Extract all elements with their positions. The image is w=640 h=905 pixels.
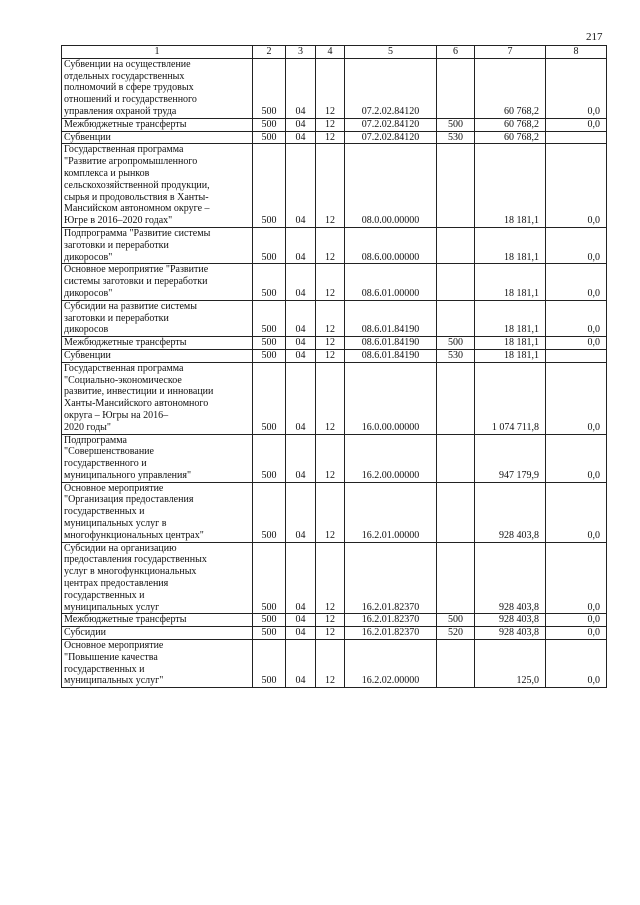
table-row [62, 349, 607, 362]
cell-expense-type [437, 434, 475, 482]
cell-amount: 60 768,2 [475, 131, 546, 144]
table-row [62, 337, 607, 350]
cell-name [62, 337, 253, 350]
cell-name-line: Подпрограмма [64, 434, 127, 446]
cell-name-line: дикоросов" [64, 251, 113, 263]
cell-admin-code: 500 [253, 627, 286, 640]
cell-name-line: управления охраной труда [64, 105, 177, 117]
budget-table [61, 45, 607, 688]
cell-name [62, 640, 253, 688]
cell-expense-type: 520 [437, 627, 475, 640]
cell-subsection: 12 [316, 144, 345, 228]
cell-name-line: Субвенции [64, 349, 111, 361]
cell-name-line: комплекса и рынков [64, 167, 150, 179]
cell-name-line: 2020 годы" [64, 421, 111, 433]
cell-name-line: государственных и [64, 589, 145, 601]
table-row [62, 264, 607, 300]
header-row [62, 46, 607, 59]
cell-target-article: 08.6.01.84190 [345, 349, 437, 362]
table-row [62, 131, 607, 144]
table-row [62, 434, 607, 482]
cell-name-line: муниципальных услуг" [64, 675, 164, 687]
table-body [62, 46, 607, 688]
cell-name-line: государственных и [64, 663, 145, 675]
cell-name-line: дикоросов" [64, 287, 113, 299]
cell-subsection: 12 [316, 58, 345, 118]
cell-name-line: отношений и государственного [64, 94, 197, 106]
cell-name-line: Югре в 2016–2020 годах" [64, 215, 173, 227]
cell-name-line: Субсидии на развитие системы [64, 300, 197, 312]
cell-section: 04 [286, 144, 316, 228]
cell-section: 04 [286, 627, 316, 640]
cell-admin-code: 500 [253, 614, 286, 627]
cell-name [62, 264, 253, 300]
cell-name-line: "Развитие агропромышленного [64, 156, 198, 168]
cell-admin-code: 500 [253, 131, 286, 144]
cell-section: 04 [286, 264, 316, 300]
cell-federal-amount: 0,0 [546, 264, 607, 300]
cell-amount: 18 181,1 [475, 227, 546, 263]
cell-expense-type [437, 362, 475, 434]
cell-target-article: 08.6.01.84190 [345, 337, 437, 350]
cell-subsection: 12 [316, 337, 345, 350]
cell-amount: 60 768,2 [475, 58, 546, 118]
cell-name-line: Межбюджетные трансферты [64, 337, 187, 349]
table-row [62, 482, 607, 542]
cell-section: 04 [286, 362, 316, 434]
cell-admin-code: 500 [253, 227, 286, 263]
cell-name [62, 118, 253, 131]
cell-amount: 18 181,1 [475, 144, 546, 228]
table-row [62, 144, 607, 228]
cell-name-line: муниципальных услуг в [64, 518, 167, 530]
cell-name [62, 482, 253, 542]
cell-name [62, 542, 253, 614]
cell-name-line: Основное мероприятие [64, 640, 164, 652]
cell-subsection: 12 [316, 300, 345, 336]
cell-name-line: Государственная программа [64, 144, 184, 156]
cell-amount: 1 074 711,8 [475, 362, 546, 434]
cell-name-line: "Совершенствование [64, 446, 154, 458]
cell-subsection: 12 [316, 131, 345, 144]
cell-amount: 60 768,2 [475, 118, 546, 131]
cell-subsection: 12 [316, 542, 345, 614]
cell-name-line: "Социально-экономическое [64, 374, 182, 386]
table-row [62, 542, 607, 614]
cell-name-line: отдельных государственных [64, 70, 185, 82]
cell-expense-type: 530 [437, 131, 475, 144]
cell-expense-type [437, 58, 475, 118]
cell-target-article: 07.2.02.84120 [345, 131, 437, 144]
cell-name-line: Ханты-Мансийского автономного [64, 398, 209, 410]
cell-expense-type [437, 640, 475, 688]
cell-name-line: Субсидии [64, 627, 106, 639]
cell-name-line: Основное мероприятие "Развитие [64, 264, 209, 276]
cell-name-line: многофункциональных центрах" [64, 529, 204, 541]
cell-name-line: Основное мероприятие [64, 482, 164, 494]
cell-name-line: "Повышение качества [64, 651, 158, 663]
cell-amount: 18 181,1 [475, 337, 546, 350]
cell-amount: 947 179,9 [475, 434, 546, 482]
cell-admin-code: 500 [253, 337, 286, 350]
cell-target-article: 07.2.02.84120 [345, 58, 437, 118]
cell-name-line: полномочий в сфере трудовых [64, 82, 194, 94]
cell-name-line: дикоросов [64, 324, 109, 336]
table-row [62, 118, 607, 131]
table-row [62, 614, 607, 627]
cell-subsection: 12 [316, 349, 345, 362]
cell-expense-type: 530 [437, 349, 475, 362]
cell-federal-amount: 0,0 [546, 227, 607, 263]
cell-expense-type [437, 482, 475, 542]
cell-target-article: 08.6.01.84190 [345, 300, 437, 336]
cell-section: 04 [286, 131, 316, 144]
table-row [62, 300, 607, 336]
cell-federal-amount: 0,0 [546, 362, 607, 434]
cell-target-article: 16.2.01.82370 [345, 542, 437, 614]
cell-subsection: 12 [316, 434, 345, 482]
header-cell: 7 [475, 46, 546, 59]
cell-admin-code: 500 [253, 118, 286, 131]
cell-target-article: 16.2.01.82370 [345, 627, 437, 640]
cell-expense-type [437, 227, 475, 263]
cell-amount: 928 403,8 [475, 542, 546, 614]
cell-target-article: 16.2.02.00000 [345, 640, 437, 688]
cell-amount: 18 181,1 [475, 349, 546, 362]
cell-name-line: муниципального управления" [64, 469, 192, 481]
cell-expense-type [437, 144, 475, 228]
cell-expense-type: 500 [437, 118, 475, 131]
cell-subsection: 12 [316, 627, 345, 640]
table-row [62, 627, 607, 640]
cell-section: 04 [286, 482, 316, 542]
cell-name-line: государственного и [64, 458, 147, 470]
cell-subsection: 12 [316, 118, 345, 131]
cell-name-line: округа – Югры на 2016– [64, 409, 169, 421]
cell-target-article: 16.2.00.00000 [345, 434, 437, 482]
cell-federal-amount: 0,0 [546, 542, 607, 614]
cell-subsection: 12 [316, 227, 345, 263]
cell-name-line: Субсидии на организацию [64, 542, 177, 554]
cell-admin-code: 500 [253, 542, 286, 614]
cell-federal-amount: 0,0 [546, 58, 607, 118]
cell-federal-amount: 0,0 [546, 434, 607, 482]
cell-name-line: центрах предоставления [64, 578, 169, 590]
header-cell: 6 [437, 46, 475, 59]
cell-target-article: 08.0.00.00000 [345, 144, 437, 228]
cell-name-line: заготовки и переработки [64, 312, 169, 324]
cell-admin-code: 500 [253, 144, 286, 228]
cell-federal-amount: 0,0 [546, 627, 607, 640]
header-cell: 1 [62, 46, 253, 59]
cell-name-line: Субвенции на осуществление [64, 58, 191, 70]
cell-subsection: 12 [316, 482, 345, 542]
table-row [62, 362, 607, 434]
cell-name [62, 614, 253, 627]
cell-name-line: системы заготовки и переработки [64, 276, 208, 288]
cell-name-line: Межбюджетные трансферты [64, 614, 187, 626]
cell-admin-code: 500 [253, 58, 286, 118]
cell-target-article: 16.2.01.00000 [345, 482, 437, 542]
cell-admin-code: 500 [253, 640, 286, 688]
cell-subsection: 12 [316, 640, 345, 688]
cell-admin-code: 500 [253, 349, 286, 362]
cell-federal-amount: 0,0 [546, 640, 607, 688]
cell-section: 04 [286, 118, 316, 131]
cell-expense-type [437, 300, 475, 336]
cell-section: 04 [286, 349, 316, 362]
cell-federal-amount: 0,0 [546, 144, 607, 228]
cell-federal-amount: 0,0 [546, 482, 607, 542]
table-row [62, 58, 607, 118]
cell-name [62, 434, 253, 482]
cell-section: 04 [286, 300, 316, 336]
cell-amount: 928 403,8 [475, 614, 546, 627]
cell-expense-type [437, 542, 475, 614]
cell-admin-code: 500 [253, 362, 286, 434]
cell-expense-type: 500 [437, 337, 475, 350]
cell-admin-code: 500 [253, 264, 286, 300]
cell-section: 04 [286, 542, 316, 614]
table-row [62, 227, 607, 263]
cell-federal-amount: 0,0 [546, 118, 607, 131]
cell-name-line: муниципальных услуг [64, 601, 160, 613]
cell-expense-type: 500 [437, 614, 475, 627]
cell-section: 04 [286, 58, 316, 118]
cell-name [62, 627, 253, 640]
cell-name-line: развитие, инвестиции и инновации [64, 386, 214, 398]
cell-name-line: сельскохозяйственной продукции, [64, 179, 210, 191]
cell-target-article: 16.2.01.82370 [345, 614, 437, 627]
cell-name [62, 131, 253, 144]
cell-federal-amount [546, 131, 607, 144]
cell-amount: 18 181,1 [475, 264, 546, 300]
header-cell: 3 [286, 46, 316, 59]
header-cell: 5 [345, 46, 437, 59]
cell-target-article: 16.0.00.00000 [345, 362, 437, 434]
cell-federal-amount: 0,0 [546, 300, 607, 336]
cell-name [62, 144, 253, 228]
cell-name [62, 362, 253, 434]
cell-section: 04 [286, 640, 316, 688]
cell-amount: 18 181,1 [475, 300, 546, 336]
cell-section: 04 [286, 434, 316, 482]
cell-amount: 125,0 [475, 640, 546, 688]
cell-name-line: Подпрограмма "Развитие системы [64, 227, 211, 239]
cell-name-line: государственных и [64, 506, 145, 518]
cell-section: 04 [286, 227, 316, 263]
cell-federal-amount: 0,0 [546, 337, 607, 350]
cell-name [62, 349, 253, 362]
cell-admin-code: 500 [253, 482, 286, 542]
cell-subsection: 12 [316, 614, 345, 627]
header-cell: 4 [316, 46, 345, 59]
cell-name-line: услуг в многофункциональных [64, 566, 197, 578]
cell-name [62, 58, 253, 118]
cell-subsection: 12 [316, 362, 345, 434]
cell-federal-amount [546, 349, 607, 362]
cell-name-line: предоставления государственных [64, 554, 207, 566]
table-row [62, 640, 607, 688]
cell-subsection: 12 [316, 264, 345, 300]
cell-admin-code: 500 [253, 434, 286, 482]
cell-amount: 928 403,8 [475, 482, 546, 542]
cell-target-article: 08.6.00.00000 [345, 227, 437, 263]
cell-target-article: 07.2.02.84120 [345, 118, 437, 131]
cell-federal-amount: 0,0 [546, 614, 607, 627]
cell-target-article: 08.6.01.00000 [345, 264, 437, 300]
cell-name-line: сырья и продовольствия в Ханты- [64, 191, 209, 203]
cell-amount: 928 403,8 [475, 627, 546, 640]
cell-name [62, 227, 253, 263]
header-cell: 8 [546, 46, 607, 59]
page-number: 217 [586, 31, 603, 43]
header-cell: 2 [253, 46, 286, 59]
cell-name [62, 300, 253, 336]
cell-name-line: "Организация предоставления [64, 494, 194, 506]
cell-section: 04 [286, 337, 316, 350]
cell-expense-type [437, 264, 475, 300]
cell-name-line: Государственная программа [64, 362, 184, 374]
cell-name-line: заготовки и переработки [64, 239, 169, 251]
cell-name-line: Межбюджетные трансферты [64, 118, 187, 130]
cell-name-line: Субвенции [64, 131, 111, 143]
cell-name-line: Мансийском автономном округе – [64, 203, 210, 215]
cell-admin-code: 500 [253, 300, 286, 336]
cell-section: 04 [286, 614, 316, 627]
